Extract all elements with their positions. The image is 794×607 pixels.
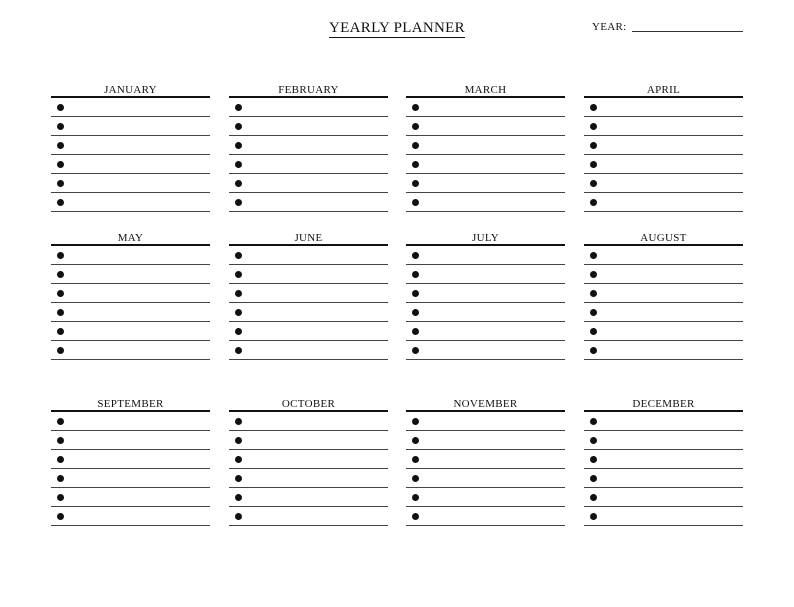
entry-line[interactable] [406, 431, 565, 450]
entry-list [51, 98, 210, 212]
entry-line[interactable] [229, 246, 388, 265]
month-block-august [584, 232, 743, 360]
month-block-january [51, 84, 210, 212]
bullet-icon [590, 290, 597, 297]
bullet-icon [412, 513, 419, 520]
bullet-icon [590, 347, 597, 354]
month-name: JANUARY [104, 84, 157, 96]
bullet-icon [235, 104, 242, 111]
entry-line[interactable] [51, 284, 210, 303]
entry-line[interactable] [229, 469, 388, 488]
bullet-icon [235, 161, 242, 168]
bullet-icon [57, 123, 64, 130]
year-input-line[interactable] [632, 31, 743, 32]
bullet-icon [57, 347, 64, 354]
entry-line[interactable] [51, 450, 210, 469]
entry-line[interactable] [51, 341, 210, 360]
entry-line[interactable] [229, 98, 388, 117]
bullet-icon [57, 290, 64, 297]
bullet-icon [590, 271, 597, 278]
entry-line[interactable] [584, 431, 743, 450]
bullet-icon [590, 418, 597, 425]
month-block-may [51, 232, 210, 360]
entry-line[interactable] [229, 136, 388, 155]
entry-line[interactable] [51, 136, 210, 155]
page-title [0, 20, 794, 37]
entry-line[interactable] [406, 174, 565, 193]
bullet-icon [412, 309, 419, 316]
bullet-icon [412, 104, 419, 111]
entry-line[interactable] [51, 98, 210, 117]
month-name: NOVEMBER [453, 398, 518, 410]
bullet-icon [412, 252, 419, 259]
month-block-july [406, 232, 565, 360]
entry-line[interactable] [406, 155, 565, 174]
entry-line[interactable] [584, 322, 743, 341]
entry-line[interactable] [406, 469, 565, 488]
month-block-february [229, 84, 388, 212]
bullet-icon [57, 142, 64, 149]
entry-line[interactable] [406, 136, 565, 155]
bullet-icon [235, 418, 242, 425]
month-block-march [406, 84, 565, 212]
entry-line[interactable] [229, 322, 388, 341]
entry-line[interactable] [406, 193, 565, 212]
entry-list [584, 246, 743, 360]
entry-line[interactable] [406, 98, 565, 117]
month-block-september [51, 398, 210, 526]
entry-line[interactable] [406, 117, 565, 136]
month-name: AUGUST [640, 232, 687, 244]
bullet-icon [412, 456, 419, 463]
bullet-icon [57, 161, 64, 168]
entry-line[interactable] [406, 284, 565, 303]
bullet-icon [590, 252, 597, 259]
entry-list [584, 412, 743, 526]
month-name: JUNE [294, 232, 323, 244]
bullet-icon [235, 437, 242, 444]
entry-list [406, 246, 565, 360]
entry-line[interactable] [584, 174, 743, 193]
month-block-november [406, 398, 565, 526]
entry-line[interactable] [584, 507, 743, 526]
bullet-icon [57, 271, 64, 278]
entry-line[interactable] [51, 193, 210, 212]
bullet-icon [412, 328, 419, 335]
bullet-icon [57, 309, 64, 316]
bullet-icon [590, 104, 597, 111]
bullet-icon [590, 180, 597, 187]
entry-list [51, 412, 210, 526]
page-title-text: YEARLY PLANNER [329, 20, 465, 36]
bullet-icon [590, 475, 597, 482]
entry-line[interactable] [406, 412, 565, 431]
bullet-icon [235, 123, 242, 130]
entry-line[interactable] [584, 412, 743, 431]
entry-line[interactable] [51, 507, 210, 526]
entry-line[interactable] [51, 265, 210, 284]
bullet-icon [57, 475, 64, 482]
entry-line[interactable] [51, 322, 210, 341]
bullet-icon [57, 328, 64, 335]
entry-line[interactable] [51, 246, 210, 265]
month-block-december [584, 398, 743, 526]
entry-line[interactable] [584, 265, 743, 284]
entry-line[interactable] [584, 469, 743, 488]
entry-line[interactable] [406, 303, 565, 322]
bullet-icon [412, 418, 419, 425]
entry-line[interactable] [584, 136, 743, 155]
bullet-icon [235, 309, 242, 316]
bullet-icon [412, 180, 419, 187]
bullet-icon [235, 199, 242, 206]
bullet-icon [235, 456, 242, 463]
bullet-icon [590, 456, 597, 463]
bullet-icon [235, 328, 242, 335]
month-name: MAY [117, 232, 144, 244]
entry-line[interactable] [51, 412, 210, 431]
bullet-icon [57, 104, 64, 111]
month-name: MARCH [464, 84, 507, 96]
bullet-icon [57, 252, 64, 259]
bullet-icon [590, 161, 597, 168]
entry-list [406, 412, 565, 526]
entry-line[interactable] [406, 322, 565, 341]
entry-line[interactable] [406, 246, 565, 265]
entry-line[interactable] [51, 174, 210, 193]
entry-list [584, 98, 743, 212]
entry-line[interactable] [229, 265, 388, 284]
entry-line[interactable] [229, 412, 388, 431]
entry-line[interactable] [229, 155, 388, 174]
bullet-icon [235, 142, 242, 149]
month-name: SEPTEMBER [97, 398, 164, 410]
entry-line[interactable] [51, 469, 210, 488]
entry-line[interactable] [584, 155, 743, 174]
entry-line[interactable] [584, 341, 743, 360]
entry-line[interactable] [229, 303, 388, 322]
month-block-october [229, 398, 388, 526]
bullet-icon [57, 456, 64, 463]
entry-line[interactable] [229, 341, 388, 360]
entry-line[interactable] [406, 341, 565, 360]
month-name: FEBRUARY [278, 84, 339, 96]
entry-list [229, 412, 388, 526]
bullet-icon [235, 494, 242, 501]
bullet-icon [57, 199, 64, 206]
entry-list [229, 246, 388, 360]
bullet-icon [412, 161, 419, 168]
bullet-icon [590, 494, 597, 501]
entry-line[interactable] [584, 98, 743, 117]
entry-line[interactable] [584, 303, 743, 322]
bullet-icon [235, 347, 242, 354]
entry-line[interactable] [229, 488, 388, 507]
bullet-icon [590, 142, 597, 149]
bullet-icon [412, 199, 419, 206]
bullet-icon [235, 475, 242, 482]
year-label: YEAR: [592, 21, 627, 33]
entry-list [406, 98, 565, 212]
month-name: OCTOBER [281, 398, 336, 410]
entry-line[interactable] [229, 117, 388, 136]
month-name: DECEMBER [632, 398, 695, 410]
bullet-icon [235, 252, 242, 259]
month-name: JULY [472, 232, 499, 244]
bullet-icon [590, 123, 597, 130]
bullet-icon [235, 290, 242, 297]
entry-line[interactable] [584, 450, 743, 469]
bullet-icon [412, 271, 419, 278]
entry-line[interactable] [229, 193, 388, 212]
bullet-icon [57, 437, 64, 444]
entry-line[interactable] [406, 507, 565, 526]
entry-list [229, 98, 388, 212]
entry-line[interactable] [406, 265, 565, 284]
entry-line[interactable] [406, 450, 565, 469]
entry-list [51, 246, 210, 360]
month-name: APRIL [646, 84, 681, 96]
entry-line[interactable] [584, 193, 743, 212]
entry-line[interactable] [584, 117, 743, 136]
entry-line[interactable] [584, 284, 743, 303]
entry-line[interactable] [584, 246, 743, 265]
month-block-april [584, 84, 743, 212]
entry-line[interactable] [51, 155, 210, 174]
bullet-icon [412, 494, 419, 501]
bullet-icon [235, 180, 242, 187]
entry-line[interactable] [229, 507, 388, 526]
bullet-icon [57, 494, 64, 501]
entry-line[interactable] [229, 450, 388, 469]
bullet-icon [590, 328, 597, 335]
month-block-june [229, 232, 388, 360]
bullet-icon [57, 180, 64, 187]
bullet-icon [590, 513, 597, 520]
bullet-icon [412, 347, 419, 354]
bullet-icon [412, 437, 419, 444]
entry-line[interactable] [406, 488, 565, 507]
entry-line[interactable] [51, 117, 210, 136]
bullet-icon [57, 513, 64, 520]
bullet-icon [412, 475, 419, 482]
entry-line[interactable] [584, 488, 743, 507]
bullet-icon [412, 290, 419, 297]
bullet-icon [590, 199, 597, 206]
bullet-icon [590, 437, 597, 444]
bullet-icon [235, 513, 242, 520]
bullet-icon [412, 142, 419, 149]
bullet-icon [412, 123, 419, 130]
entry-line[interactable] [229, 431, 388, 450]
bullet-icon [590, 309, 597, 316]
bullet-icon [57, 418, 64, 425]
entry-line[interactable] [51, 303, 210, 322]
entry-line[interactable] [51, 431, 210, 450]
entry-line[interactable] [51, 488, 210, 507]
entry-line[interactable] [229, 284, 388, 303]
entry-line[interactable] [229, 174, 388, 193]
bullet-icon [235, 271, 242, 278]
